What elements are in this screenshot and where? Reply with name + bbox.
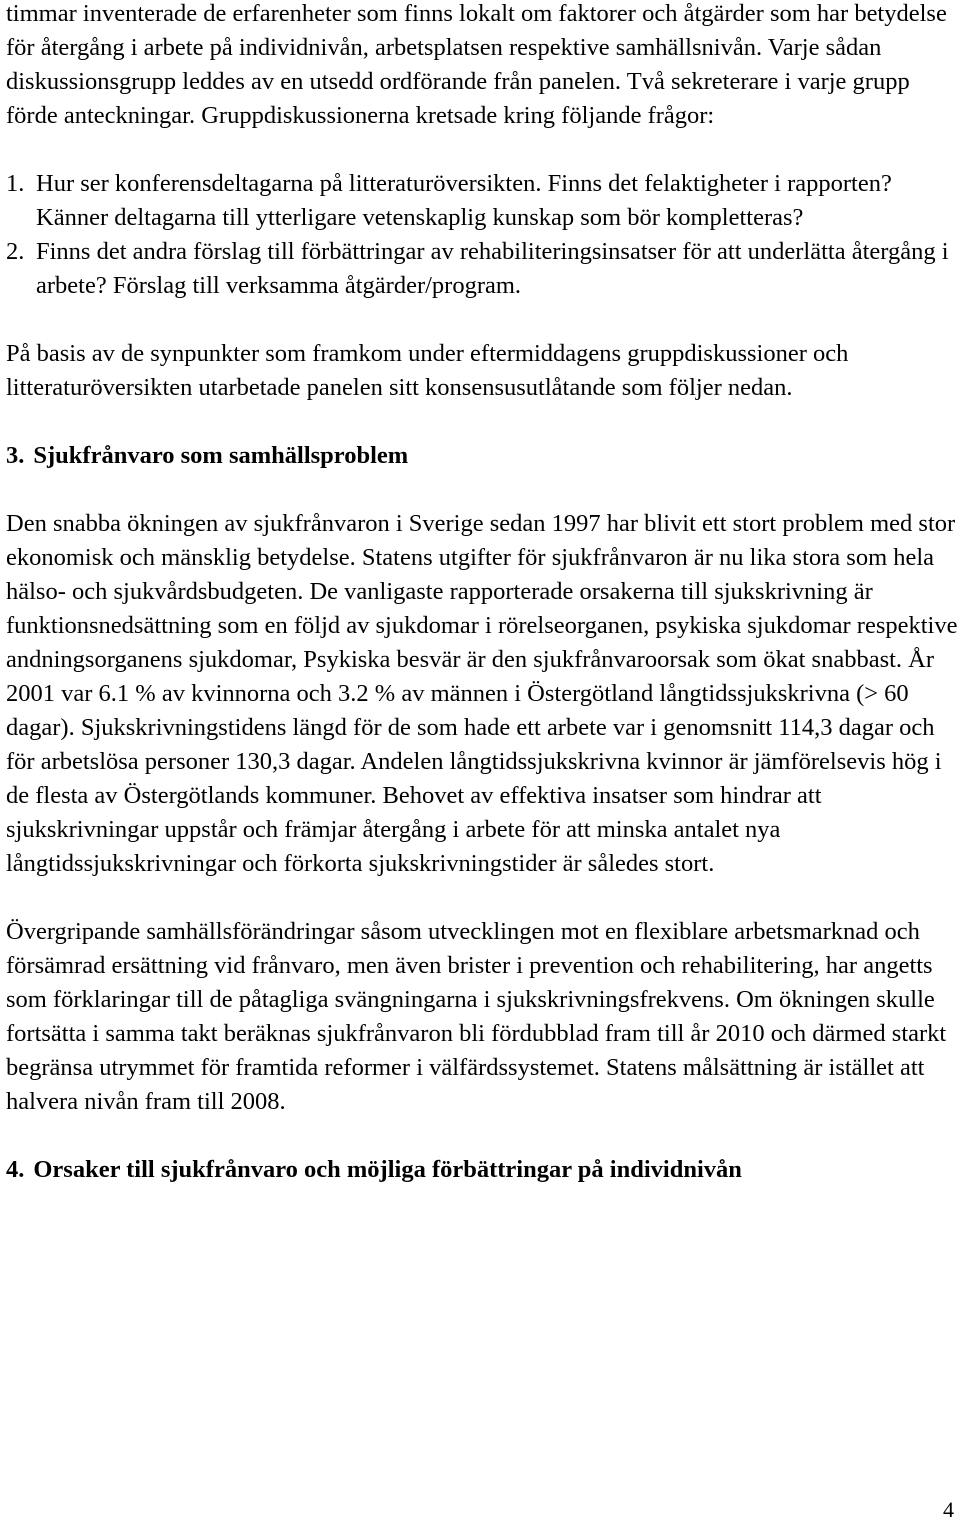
list-item-number: 1. [6,170,25,197]
list-item-text: Hur ser konferensdeltagarna på litteraturöversikten. Finns det felaktigheter i rapporten? Känner deltagarna till ytterligare vetenskaplig kunskap som bör kompletteras? [36,170,892,231]
list-item [6,167,958,235]
question-list [6,167,958,303]
section-4-title: Orsaker till sjukfrånvaro och möjliga förbättringar på individnivån [33,1156,742,1183]
list-item [6,235,958,303]
list-item-text: Finns det andra förslag till förbättringar av rehabiliteringsinsatser för att underlätta återgång i arbete? Förslag till verksamma åtgärder/program. [36,238,949,299]
section-4-heading [6,1153,958,1187]
section-3-paragraph-2: Övergripande samhällsförändringar såsom utvecklingen mot en flexiblare arbetsmarknad och försämrad ersättning vid frånvaro, men även brister i prevention och rehabilitering, har angetts som förklaringar till de påtagliga svängningarna i sjukskrivningsfrekvens. Om ökningen skulle fortsätta i samma takt beräknas sjukfrånvaron bli fördubblad fram till år 2010 och därmed starkt begränsa utrymmet för framtida reformer i välfärdssystemet. Statens målsättning är istället att halvera nivån fram till 2008. [6,918,947,1115]
section-3-heading [6,439,958,473]
summary-paragraph: På basis av de synpunkter som framkom under eftermiddagens gruppdiskussioner och litteraturöversikten utarbetade panelen sitt konsensusutlåtande som följer nedan. [6,340,849,401]
section-3-title: Sjukfrånvaro som samhällsproblem [33,442,409,469]
document-page [6,0,958,1221]
list-item-number: 2. [6,238,25,265]
section-3-paragraph-1: Den snabba ökningen av sjukfrånvaron i Sverige sedan 1997 har blivit ett stort problem med stor ekonomisk och mänsklig betydelse. Statens utgifter för sjukfrånvaron är nu lika stora som hela hälso- och sjukvårdsbudgeten. De vanligaste rapporterade orsakerna till sjukskrivning är funktionsnedsättning som en följd av sjukdomar i rörelseorganen, psykiska sjukdomar respektive andningsorganens sjukdomar, Psykiska besvär är den sjukfrånvaroorsak som ökat snabbast. År 2001 var 6.1 % av kvinnorna och 3.2 % av männen i Östergötland långtidssjukskrivna (> 60 dagar). Sjukskrivningstidens längd för de som hade ett arbete var i genomsnitt 114,3 dagar och för arbetslösa personer 130,3 dagar. Andelen långtidssjukskrivna kvinnor är jämförelsevis hög i de flesta av Östergötlands kommuner. Behovet av effektiva insatser som hindrar att sjukskrivningar uppstår och främjar återgång i arbete för att minska antalet nya långtidssjukskrivningar och förkorta sjukskrivningstider är således stort. [6,510,958,877]
section-3-number: 3. [6,442,25,469]
page-number: 4 [943,1497,954,1522]
intro-paragraph: timmar inventerade de erfarenheter som finns lokalt om faktorer och åtgärder som har betydelse för återgång i arbete på individnivån, arbetsplatsen respektive samhällsnivån. Varje sådan diskussionsgrupp leddes av en utsedd ordförande från panelen. Två sekreterare i varje grupp förde anteckningar. Gruppdiskussionerna kretsade kring följande frågor: [6,0,947,129]
section-4-number: 4. [6,1156,25,1183]
